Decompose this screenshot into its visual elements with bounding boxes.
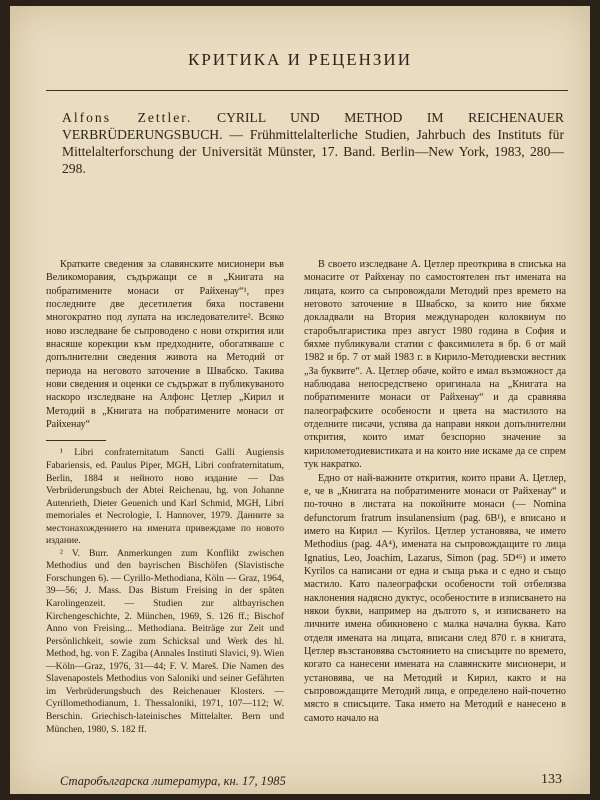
journal-page (10, 6, 590, 794)
footer-journal: Старобългарска литература, кн. 17, 1985 (60, 774, 286, 788)
header-rule (46, 90, 568, 91)
citation-author: Alfons Zettler. (62, 110, 193, 125)
footnote-rule (46, 440, 106, 441)
left-column (46, 258, 284, 736)
running-head: КРИТИКА И РЕЦЕНЗИИ (188, 50, 412, 69)
footnote-2: ² V. Burr. Anmerkungen zum Konflikt zwischen Methodius und den bayrischen Bischöfen (Slavistische Forschungen 6). — Cyrillo-Methodiana, Köln — Graz, 1964, 39—56; J. Mass. Das Bistum Freising in der späten Karolingenzeit. — Studien zur altbayrischen Kirchengeschichte, 2. München, 1969, S. 126 ff.; Bischof Anno von Freising... Methodiana. Beiträge zur Zeit und Persönlichkeit, sowie zum Schicksal und Werk des hl. Method, hg. von F. Zagiba (Annales Instituti Slavici, 9). Wien—Köln—Graz, 1976, 31—44; F. V. Mareš. Die Namen des Slavenapostels Methodius von Saloniki und seiner Gefährten im Verbrüderungsbuch des Reichenauer Klosters. — Cyrillomethodianum, 1. Thessaloniki, 1971, 107—112; W. Berschin. Griechisch-lateinisches Mittelalter. Bern und München, 1980, S. 182 ff. (46, 547, 284, 735)
body-paragraph: В своето изследване А. Цетлер преоткрива в списъка на монасите от Райхенау по самостоятелен път имената на лицата, които са съпровождали Методий през времето на неговото заточение в Швабско, за които ние бяхме докладвали на Втория международен колоквиум по старобългаристика през август 1980 година в София и бяхме публикували статии с факсимилета в бр. 6 от май 1982 и бр. 7 от май 1983 г. в Кирило-Методиевски вестник „За буквите“. А. Цетлер обаче, който е имал възможност да наблюдава непосредствено оригинала на „Книгата на побратимените монаси от Райхенау“ и да сравнява палеографските особености и цвета на мастилото на отделните писачи, успява да направи някои допълнителни открития, които имат безспорно значение за кирилометодиевистиката и на които ние искаме да се спрем тук накратко. (304, 259, 566, 471)
footnote-1: ¹ Libri confraternitatum Sancti Galli Augiensis Fabariensis, ed. Paulus Piper, MGH, Libri confraternitatum, Berlin, 1884 и нейното ново издание — Das Verbrüderungsbuch der Abtei Reichenau, hg. von Johanne Autenrieth, Dieter Geuenich und Karl Schmid, MGH, Libri memoriales et Necrologie, I. Hannover, 1979. Данните за местонахождението на имената привеждаме по новото издание. (46, 447, 284, 547)
page-footer (60, 774, 562, 789)
right-column (304, 258, 566, 725)
citation-text: CYRILL UND METHOD IM REICHENAUER VERBRÜDERUNGSBUCH. — Frühmittelalterliche Studien, Jahrbuch des Instituts für Mittelalterforschung der Universität Münster, 17. Band. Berlin—New York, 1983, 280—298. (62, 110, 564, 176)
review-citation (62, 109, 564, 177)
body-paragraph: Кратките сведения за славянските мисионери във Великоморавия, съдържащи се в „Книгата на побратимените монаси от Райхенау“¹, през последните две десетилетия бяха поставени многократно под лупата на изследователите². Всяко ново изследване бе съпроводено с нови открития или внасяше корекции към предходните, обогатяваше с допълнителни сведения живота на Методий от периода на неговото заточение в Швабско. Такива нови сведения и оценки се съдържат в публикуваното наскоро изследване на Алфонс Цетлер „Кирил и Методий в „Книгата на побратимените монаси от Райхенау“ (46, 259, 284, 431)
body-paragraph: Едно от най-важните открития, които прави А. Цетлер, е, че в „Книгата на побратимените монаси от Райхенау“ и по-точно в листата на покойните монаси (— Nomina defunctorum fratrum insulanensium (pag. 6B¹), е вписано и името на Кирил — Kyrilos. Цетлер установява, че името Methodius (pag. 4A⁴), имената на съпровождащите го лица Ignatius, Leo, Joachim, Lazarus, Simon (pag. 5D⁴⁵) и името Kyrilos са написани от една и съща ръка и с едно и също мастило. Като палеографски особености той отбелязва наклонения надясно дуктус, особеностите в изписването на някои букви, например на дългото s, и изписването на личните имена обикновено с малка начална буква. Като отделя имената на лицата, вписани след 870 г. в книгата, Цетлер възстановява състоянието на списъците по времето, когато са нанесени имената на славянските мисионери, и установява, че на Методий и Кирил, както и на съпровождащите Методий лица, е определено най-почетно място в списъците. Така името на Методий е нанесено в самото начало на (304, 472, 566, 724)
page-number: 133 (541, 772, 562, 787)
